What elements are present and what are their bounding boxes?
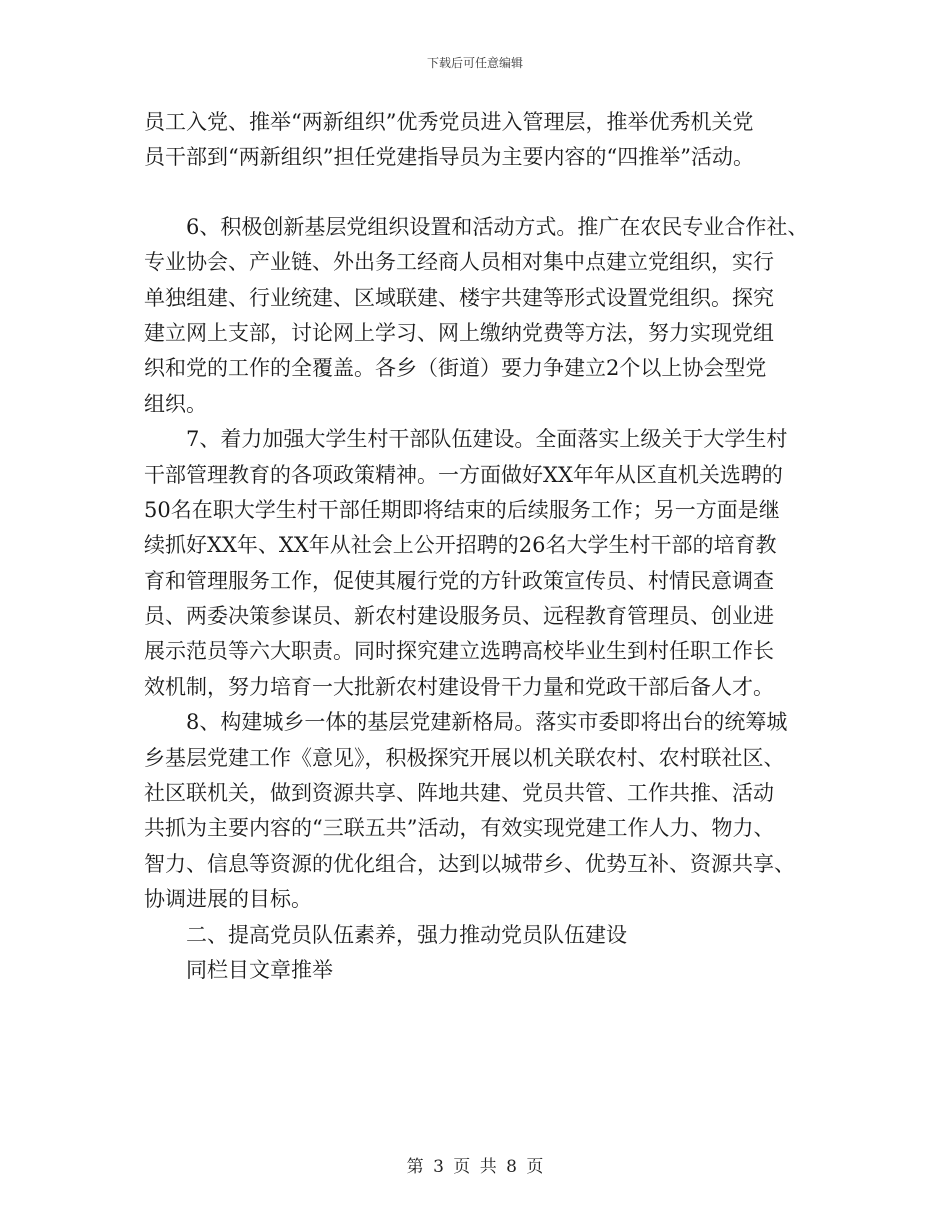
text-line: 7、着力加强大学生村干部队伍建设。全面落实上级关于大学生村 xyxy=(144,427,788,452)
text-line: 智力、信息等资源的优化组合，达到以城带乡、优势互补、资源共享、 xyxy=(144,851,795,876)
paragraph-continuation xyxy=(144,105,816,176)
text-line: 建立网上支部，讨论网上学习、网上缴纳党费等方法，努力实现党组 xyxy=(144,320,774,345)
section-heading: 二、提高党员队伍素养，强力推动党员队伍建设 xyxy=(144,922,627,947)
text-line: 织和党的工作的全覆盖。各乡（街道）要力争建立2个以上协会型党 xyxy=(144,356,767,381)
text-line: 组织。 xyxy=(144,391,207,416)
page-header-note: 下载后可任意编辑 xyxy=(426,56,523,70)
text-line: 育和管理服务工作，促使其履行党的方针政策宣传员、村情民意调查 xyxy=(144,568,774,593)
section-items-6-to-8 xyxy=(144,210,816,989)
text-line: 共抓为主要内容的“三联五共”活动，有效实现党建工作人力、物力、 xyxy=(144,816,775,841)
paragraph-gap xyxy=(144,176,816,210)
text-line: 社区联机关，做到资源共享、阵地共建、党员共管、工作共推、活动 xyxy=(144,781,774,806)
text-line: 员干部到“两新组织”担任党建指导员为主要内容的“四推举”活动。 xyxy=(144,145,754,170)
text-line: 员、两委决策参谋员、新农村建设服务员、远程教育管理员、创业进 xyxy=(144,604,774,629)
text-line: 展示范员等六大职责。同时探究建立选聘高校毕业生到村任职工作长 xyxy=(144,639,774,664)
text-line: 效机制，努力培育一大批新农村建设骨干力量和党政干部后备人才。 xyxy=(144,674,774,699)
text-line: 单独组建、行业统建、区域联建、楼宇共建等形式设置党组织。探究 xyxy=(144,285,774,310)
related-articles-label: 同栏目文章推举 xyxy=(144,957,333,982)
text-line: 乡基层党建工作《意见》，积极探究开展以机关联农村、农村联社区、 xyxy=(144,745,785,770)
document-body xyxy=(144,105,816,988)
text-line: 干部管理教育的各项政策精神。一方面做好XX年年从区直机关选聘的 xyxy=(144,462,783,487)
text-line: 专业协会、产业链、外出务工经商人员相对集中点建立党组织，实行 xyxy=(144,250,774,275)
text-line: 6、积极创新基层党组织设置和活动方式。推广在农民专业合作社、 xyxy=(144,214,809,239)
text-line: 协调进展的目标。 xyxy=(144,887,312,912)
text-line: 续抓好XX年、XX年从社会上公开招聘的26名大学生村干部的培育教 xyxy=(144,533,777,558)
text-line: 8、构建城乡一体的基层党建新格局。落实市委即将出台的统筹城 xyxy=(144,710,788,735)
text-line: 50名在职大学生村干部任期即将结束的后续服务工作；另一方面是继 xyxy=(144,497,780,522)
text-line: 员工入党、推举“两新组织”优秀党员进入管理层，推举优秀机关党 xyxy=(144,110,754,134)
page-number: 第 3 页 共 8 页 xyxy=(406,1157,544,1177)
